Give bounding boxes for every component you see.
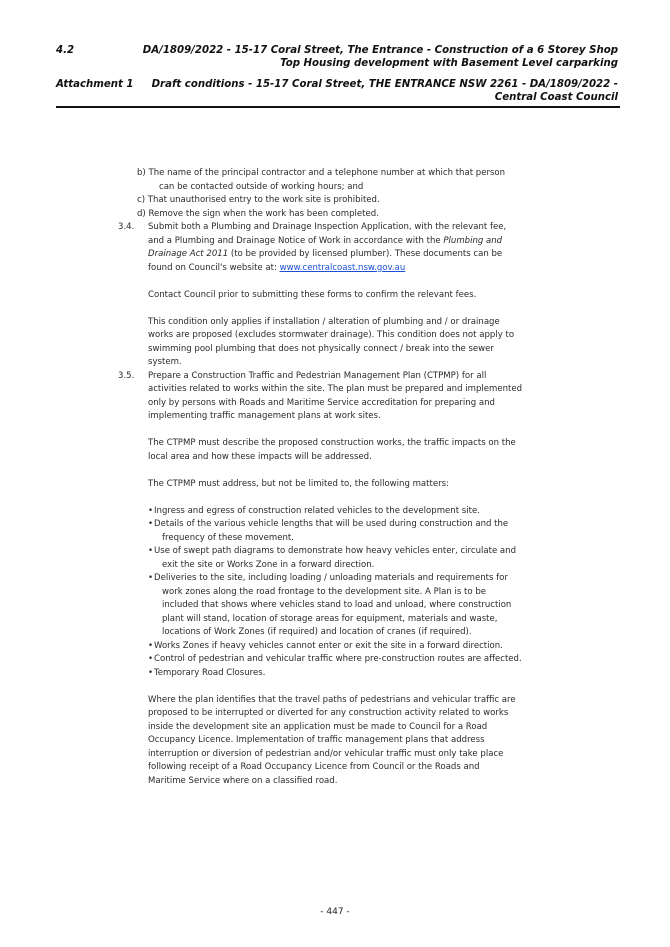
- bullet-item-continuation: [118, 586, 558, 600]
- document-body: [118, 167, 558, 788]
- bullet-item: [118, 667, 558, 681]
- header-title-block: [56, 44, 618, 70]
- road-occupancy-line: following receipt of a Road Occupancy Licence from Council or the Roads and: [148, 762, 480, 772]
- condition-applies-line-3: swimming pool plumbing that does not physically connect / break into the sewer: [148, 343, 494, 354]
- contact-council-text: Contact Council prior to submitting these forms to confirm the relevant fees.: [148, 289, 477, 300]
- bullet-item: [118, 545, 558, 559]
- bullet-item-continuation: [118, 599, 558, 613]
- header-title-line-2: Top Housing development with Basement Level carparking: [280, 58, 618, 69]
- bullet-text: plant will stand, location of storage areas for equipment, materials and waste,: [162, 613, 498, 624]
- ctpmp-describe-line-1: The CTPMP must describe the proposed construction works, the traffic impacts on the: [148, 438, 516, 448]
- bullet-item: [118, 653, 558, 667]
- bullet-text: Ingress and egress of construction related vehicles to the development site.: [154, 505, 480, 516]
- sub-item-d: d) Remove the sign when the work has been completed.: [137, 208, 379, 219]
- condition-applies-line-1: This condition only applies if installation / alteration of plumbing and / or drainage: [148, 316, 500, 327]
- bullet-item: [118, 518, 558, 532]
- bullet-item-continuation: [118, 532, 558, 546]
- bullet-text: work zones along the road frontage to the development site. A Plan is to be: [162, 586, 487, 597]
- bullet-text: Use of swept path diagrams to demonstrate how heavy vehicles enter, circulate and: [154, 546, 516, 556]
- sub-item-b-line-2: can be contacted outside of working hours; and: [159, 181, 364, 192]
- road-occupancy-line: Maritime Service where on a classified road.: [148, 775, 338, 786]
- bullet-item: [118, 505, 558, 519]
- bullet-item: [118, 640, 558, 654]
- sub-item-c: c) That unauthorised entry to the work site is prohibited.: [137, 195, 380, 205]
- bullet-text: included that shows where vehicles stand to load and unload, where construction: [162, 600, 512, 610]
- section-3-4: [118, 221, 558, 275]
- bullet-item: [118, 572, 558, 586]
- bullet-text: locations of Work Zones (if required) and location of cranes (if required).: [162, 627, 472, 637]
- attachment-line-1: Draft conditions - 15-17 Coral Street, THE ENTRANCE NSW 2261 - DA/1809/2022 -: [151, 79, 618, 90]
- bullet-text: Works Zones if heavy vehicles cannot enter or exit the site in a forward direction.: [154, 640, 503, 651]
- section-3-4-line-1: Submit both a Plumbing and Drainage Inspection Application, with the relevant fee,: [148, 222, 507, 232]
- section-3-5-line-1: Prepare a Construction Traffic and Pedestrian Management Plan (CTPMP) for all: [148, 370, 487, 381]
- road-occupancy-line: inside the development site an application must be made to Council for a Road: [148, 721, 488, 732]
- section-3-4-line-2-text: and a Plumbing and Drainage Notice of Work in accordance with the: [148, 235, 444, 246]
- act-name-part-2: Drainage Act 2011: [148, 249, 229, 259]
- bullet-dot: •: [148, 546, 154, 556]
- bullet-text: Details of the various vehicle lengths that will be used during construction and the: [154, 519, 509, 529]
- matters-bullet-list: [118, 505, 558, 681]
- section-3-5-number: 3.5.: [118, 370, 135, 381]
- bullet-text: Deliveries to the site, including loading / unloading materials and requirements for: [154, 573, 508, 583]
- header-divider: [56, 106, 620, 108]
- section-3-4-line-4-text: found on Council's website at:: [148, 262, 280, 273]
- attachment-line-2: Central Coast Council: [494, 92, 618, 103]
- condition-applies-line-2: works are proposed (excludes stormwater drainage). This condition does not apply to: [148, 330, 515, 340]
- section-3-4-line-4: [148, 262, 558, 276]
- section-3-4-line-2: [148, 235, 558, 249]
- section-3-5-line-3: only by persons with Roads and Maritime Service accreditation for preparing and: [148, 397, 495, 408]
- ctpmp-describe-line-2: local area and how these impacts will be addressed.: [148, 451, 372, 462]
- header-attachment-block: [56, 78, 618, 104]
- bullet-text: Temporary Road Closures.: [154, 667, 266, 678]
- bullet-dot: •: [148, 654, 154, 664]
- bullet-dot: •: [148, 640, 154, 651]
- bullet-item-continuation: [118, 613, 558, 627]
- bullet-item-continuation: [118, 626, 558, 640]
- item-number: 4.2: [56, 45, 75, 56]
- page-number: - 447 -: [320, 907, 350, 917]
- road-occupancy-line: proposed to be interrupted or diverted for any construction activity related to works: [148, 708, 509, 718]
- section-3-4-line-3-text: (to be provided by licensed plumber). These documents can be: [228, 249, 503, 259]
- road-occupancy-line: interruption or diversion of pedestrian and/or vehicular traffic must only take place: [148, 748, 504, 759]
- bullet-dot: •: [148, 505, 154, 516]
- ctpmp-address-text: The CTPMP must address, but not be limited to, the following matters:: [148, 478, 449, 489]
- condition-applies-line-4: system.: [148, 357, 182, 367]
- bullet-dot: •: [148, 519, 154, 529]
- road-occupancy-paragraph: [118, 694, 558, 789]
- bullet-text: frequency of these movement.: [162, 532, 294, 543]
- bullet-text: Control of pedestrian and vehicular traffic where pre-construction routes are affected.: [154, 654, 522, 664]
- bullet-dot: •: [148, 573, 154, 583]
- section-3-5: [118, 370, 558, 424]
- header-title-line-1: DA/1809/2022 - 15-17 Coral Street, The Entrance - Construction of a 6 Storey Shop: [142, 45, 618, 56]
- section-3-4-number: 3.4.: [118, 222, 135, 232]
- sub-item-b-line-1: b) The name of the principal contractor and a telephone number at which that person: [137, 168, 506, 178]
- road-occupancy-line: Where the plan identifies that the travel paths of pedestrians and vehicular traffic are: [148, 694, 516, 705]
- road-occupancy-line: Occupancy Licence. Implementation of traffic management plans that address: [148, 735, 485, 745]
- section-3-5-line-4: implementing traffic management plans at work sites.: [148, 411, 381, 421]
- attachment-label: Attachment 1: [56, 79, 134, 90]
- bullet-dot: •: [148, 667, 154, 678]
- bullet-text: exit the site or Works Zone in a forward direction.: [162, 559, 375, 570]
- bullet-item-continuation: [118, 559, 558, 573]
- act-name-part-1: Plumbing and: [443, 235, 503, 246]
- section-3-4-line-3: [148, 248, 558, 262]
- council-website-link[interactable]: www.centralcoast.nsw.gov.au: [279, 262, 406, 273]
- section-3-5-line-2: activities related to works within the site. The plan must be prepared and implemented: [148, 384, 523, 394]
